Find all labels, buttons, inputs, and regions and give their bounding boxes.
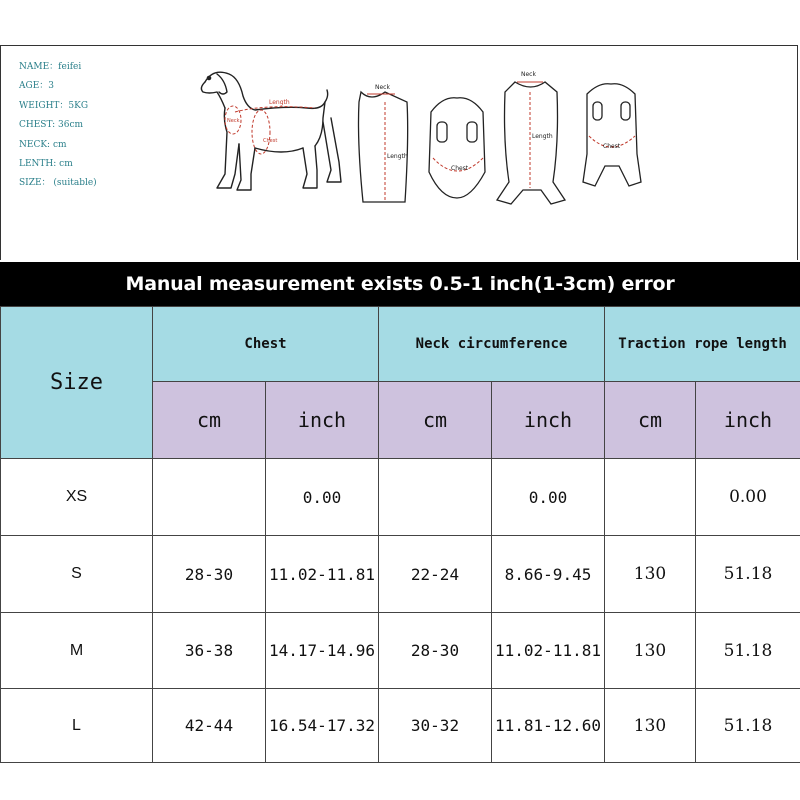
pet-length: LENTH: cm <box>19 158 73 169</box>
chest-group-header: Chest <box>153 307 379 382</box>
size-cell: S <box>1 536 153 613</box>
size-column-header: Size <box>1 307 153 459</box>
measurement-diagrams <box>195 62 645 212</box>
chest-inch-header: inch <box>266 382 379 459</box>
rope-inch-cell: 51.18 <box>696 689 800 763</box>
vest-length-label: Length <box>387 153 408 160</box>
rope-inch-cell: 0.00 <box>696 459 800 536</box>
pet-age: AGE：3 <box>19 81 54 92</box>
pet-name: NAME：feifei <box>19 62 82 72</box>
pet-size: SIZE： (suitable) <box>19 178 97 189</box>
table-row <box>1 459 800 536</box>
measurement-guide <box>0 0 800 262</box>
neck-inch-header: inch <box>492 382 605 459</box>
pet-neck: NECK: cm <box>19 139 67 150</box>
size-chart-table <box>0 306 800 763</box>
table-row <box>1 613 800 689</box>
coat-back-illustration <box>583 84 641 186</box>
chest-inch-cell: 11.02-11.81 <box>266 536 379 613</box>
chest-inch-cell: 0.00 <box>266 459 379 536</box>
size-cell: XS <box>1 459 153 536</box>
dog-illustration <box>201 72 341 190</box>
neck-cm-cell: 30-32 <box>379 689 492 763</box>
neck-cm-cell: 22-24 <box>379 536 492 613</box>
chest-cm-cell <box>153 459 266 536</box>
neck-group-header: Neck circumference <box>379 307 605 382</box>
rope-inch-header: inch <box>696 382 800 459</box>
size-cell: L <box>1 689 153 763</box>
pet-info-list <box>19 58 97 194</box>
vest-front-measure <box>367 94 395 200</box>
chest-cm-header: cm <box>153 382 266 459</box>
chest-inch-cell: 16.54-17.32 <box>266 689 379 763</box>
dog-length-label: Length <box>269 99 290 106</box>
rope-inch-cell: 51.18 <box>696 536 800 613</box>
size-cell: M <box>1 613 153 689</box>
chest-cm-cell: 36-38 <box>153 613 266 689</box>
vest-neck-label: Neck <box>375 84 390 91</box>
vest-front-illustration <box>359 92 408 202</box>
table-row <box>1 536 800 613</box>
neck-inch-cell: 11.02-11.81 <box>492 613 605 689</box>
vest-back-illustration <box>429 98 485 198</box>
coat-neck-label: Neck <box>521 71 536 78</box>
neck-inch-cell: 11.81-12.60 <box>492 689 605 763</box>
pet-weight: WEIGHT：5KG <box>19 100 89 111</box>
traction-rope-group-header: Traction rope length <box>605 307 800 382</box>
neck-cm-cell <box>379 459 492 536</box>
table-row <box>1 689 800 763</box>
rope-cm-cell: 130 <box>605 689 696 763</box>
chest-inch-cell: 14.17-14.96 <box>266 613 379 689</box>
neck-inch-cell: 8.66-9.45 <box>492 536 605 613</box>
coat-length-label: Length <box>532 133 553 140</box>
dog-neck-label: Neck <box>227 118 240 124</box>
vest-back-chest-label: Chest <box>451 165 469 172</box>
measurement-error-banner: Manual measurement exists 0.5-1 inch(1-3cm) error <box>0 262 800 306</box>
rope-cm-cell: 130 <box>605 536 696 613</box>
pet-chest: CHEST: 36cm <box>19 120 84 131</box>
dog-chest-label: Chest <box>263 138 278 144</box>
neck-inch-cell: 0.00 <box>492 459 605 536</box>
chest-cm-cell: 42-44 <box>153 689 266 763</box>
coat-back-chest-label: Chest <box>603 143 621 150</box>
rope-cm-cell: 130 <box>605 613 696 689</box>
rope-cm-header: cm <box>605 382 696 459</box>
rope-inch-cell: 51.18 <box>696 613 800 689</box>
rope-cm-cell <box>605 459 696 536</box>
coat-front-illustration <box>497 82 565 204</box>
chest-cm-cell: 28-30 <box>153 536 266 613</box>
neck-cm-header: cm <box>379 382 492 459</box>
neck-cm-cell: 28-30 <box>379 613 492 689</box>
